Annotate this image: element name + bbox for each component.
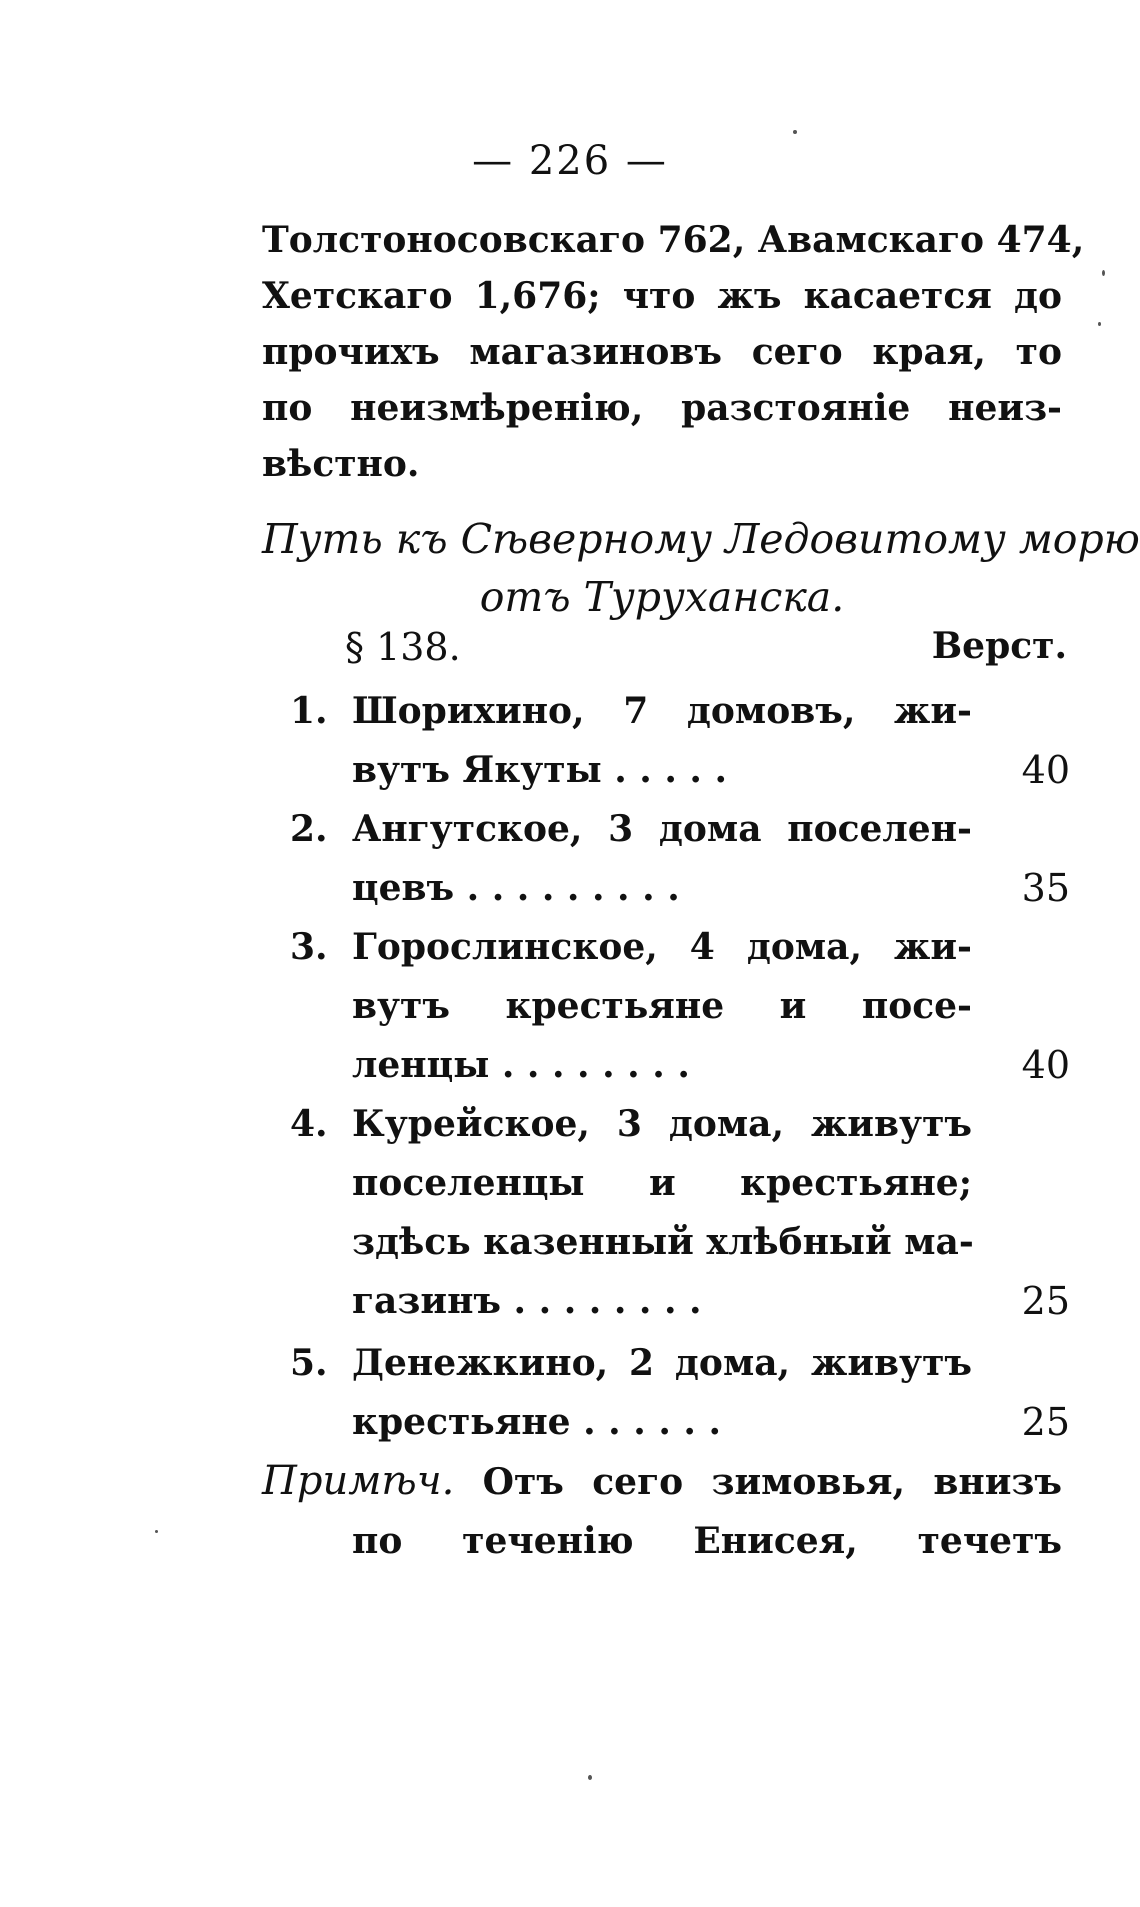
- section-number: § 138.: [345, 625, 461, 669]
- entry-distance: 35: [1021, 866, 1070, 910]
- entry-distance: 25: [1021, 1279, 1070, 1323]
- paragraph-line: прочихъ магазиновъ сего края, то: [262, 331, 1062, 373]
- scan-speck: [1098, 322, 1101, 326]
- list-item: [290, 918, 1070, 1095]
- distance-unit-header: Верст.: [931, 625, 1067, 667]
- entry-number: 1.: [290, 690, 328, 732]
- entry-distance: 40: [1021, 1043, 1070, 1087]
- paragraph-line: Хетскаго 1,676; что жъ касается до: [262, 275, 1062, 317]
- scan-speck: [155, 1530, 158, 1533]
- footnote: [262, 1452, 1062, 1571]
- entry-distance: 40: [1021, 748, 1070, 792]
- entry-text: [352, 1334, 972, 1452]
- list-item: [290, 682, 1070, 800]
- note-text: Отъ сего зимовья, внизъ: [482, 1461, 1062, 1503]
- list-item: [290, 1334, 1070, 1452]
- entry-line: Шорихино, 7 домовъ, жи-: [352, 690, 972, 732]
- entry-line: вутъ Якуты . . . . .: [352, 749, 728, 791]
- entry-line: Ангутское, 3 дома поселен-: [352, 808, 972, 850]
- entry-number: 3.: [290, 926, 328, 968]
- entry-line: вутъ крестьяне и посе-: [352, 985, 972, 1027]
- section-row: [345, 625, 1067, 669]
- entry-line: крестьяне . . . . . .: [352, 1401, 721, 1443]
- list-item: [290, 1095, 1070, 1331]
- body-paragraph: [262, 212, 1085, 492]
- paragraph-line: Толстоносовскаго 762, Авамскаго 474,: [262, 219, 1085, 261]
- entry-text: [352, 800, 972, 918]
- scan-speck: [793, 130, 797, 134]
- entry-distance: 25: [1021, 1400, 1070, 1444]
- scan-speck: [588, 1775, 592, 1780]
- note-line-2: по теченію Енисея, течетъ: [352, 1520, 1062, 1562]
- entry-number: 2.: [290, 808, 328, 850]
- heading-line-1: Путь къ Сѣверному Ледовитому морю: [262, 515, 1140, 563]
- entry-number: 4.: [290, 1103, 328, 1145]
- entry-line: здѣсь казенный хлѣбный ма-: [352, 1221, 974, 1263]
- scan-speck: [1102, 270, 1105, 276]
- entry-line: Денежкино, 2 дома, живутъ: [352, 1342, 972, 1384]
- entry-line: цевъ . . . . . . . . .: [352, 867, 680, 909]
- note-line-1: [262, 1452, 1062, 1512]
- list-item: [290, 800, 1070, 918]
- entry-line: поселенцы и крестьяне;: [352, 1162, 972, 1204]
- note-label: Примѣч.: [262, 1458, 455, 1504]
- entry-line: Горослинское, 4 дома, жи-: [352, 926, 972, 968]
- heading-line-2: отъ Туруханска.: [479, 573, 845, 621]
- page-number: — 226 —: [472, 138, 668, 184]
- entry-line: ленцы . . . . . . . .: [352, 1044, 690, 1086]
- paragraph-line: вѣстно.: [262, 443, 420, 485]
- entry-text: [352, 1095, 972, 1331]
- entry-text: [352, 918, 972, 1095]
- section-heading: [262, 510, 1140, 626]
- entry-text: [352, 682, 972, 800]
- entry-number: 5.: [290, 1342, 328, 1384]
- paragraph-line: по неизмѣренію, разстояніе неиз-: [262, 387, 1062, 429]
- entry-line: газинъ . . . . . . . .: [352, 1280, 702, 1322]
- entry-line: Курейское, 3 дома, живутъ: [352, 1103, 972, 1145]
